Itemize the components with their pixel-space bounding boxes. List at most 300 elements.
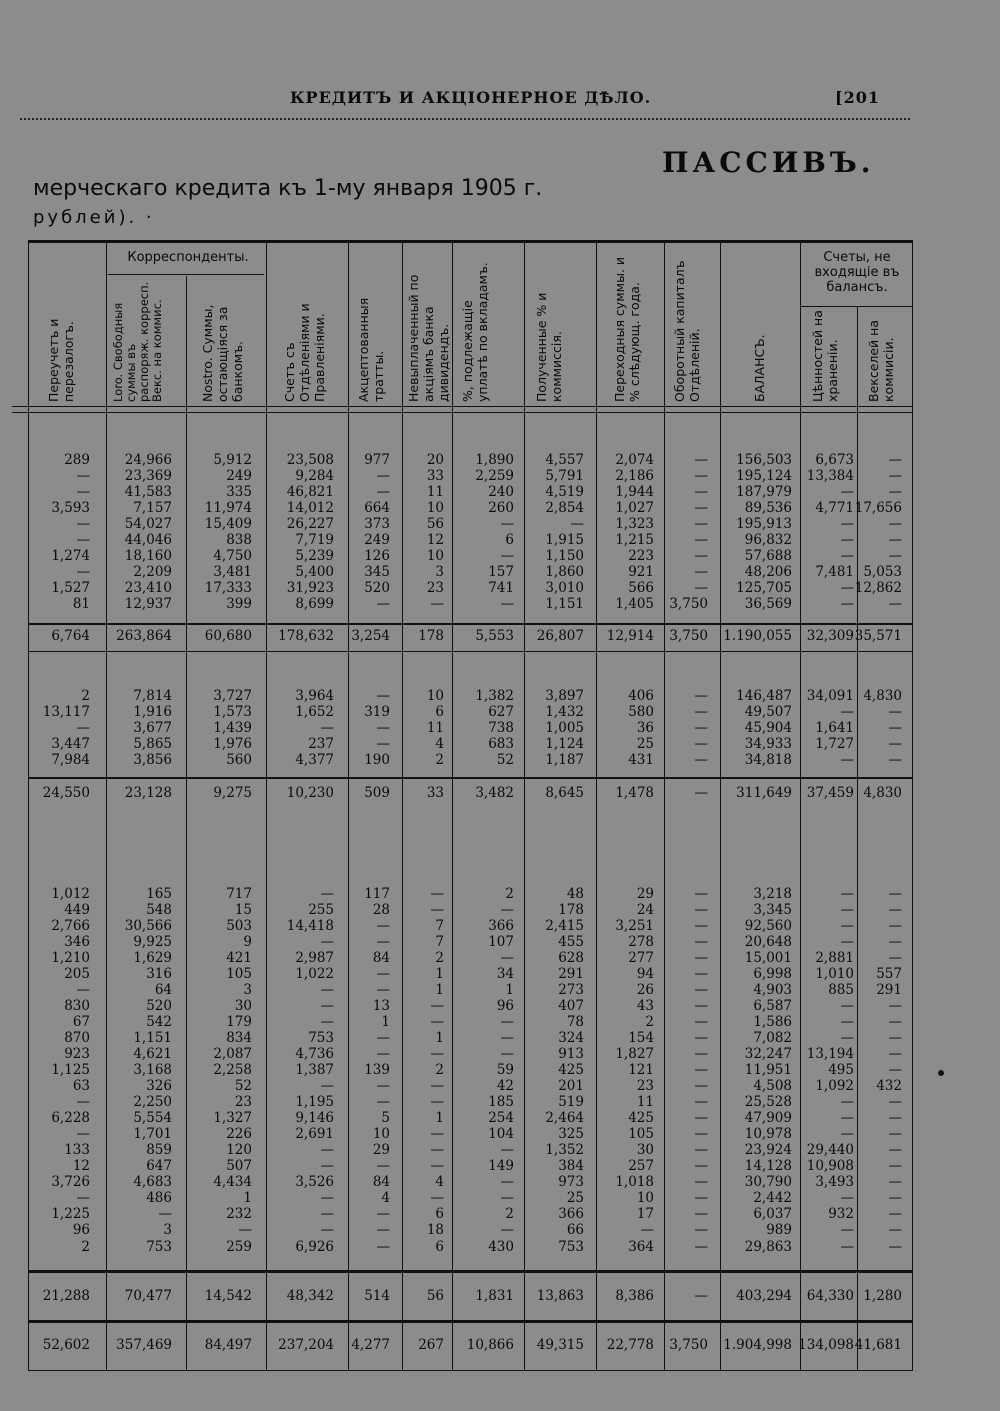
- table-cell: —: [320, 720, 334, 736]
- column-rule: [800, 240, 801, 1371]
- table-cell: 23,924: [744, 1142, 792, 1158]
- table-cell: 277: [628, 950, 654, 966]
- total-rule: [28, 1320, 912, 1323]
- table-cell: 357,469: [116, 1337, 172, 1353]
- table-cell: 319: [364, 704, 390, 720]
- table-cell: 120: [226, 1142, 252, 1158]
- table-cell: 259: [226, 1239, 252, 1255]
- table-cell: —: [158, 1206, 172, 1222]
- table-cell: 4,830: [863, 785, 902, 801]
- table-cell: 7,719: [295, 532, 334, 548]
- table-cell: 1,860: [545, 564, 584, 580]
- table-cell: 2: [81, 1239, 90, 1255]
- table-cell: —: [888, 516, 902, 532]
- table-cell: 67: [72, 1014, 90, 1030]
- table-cell: —: [570, 516, 584, 532]
- table-cell: 406: [628, 688, 654, 704]
- table-cell: —: [238, 1222, 252, 1238]
- table-cell: 195,913: [736, 516, 792, 532]
- table-cell: —: [76, 982, 90, 998]
- subtotal-rule-3: [28, 1270, 912, 1273]
- table-cell: 48: [566, 886, 584, 902]
- table-cell: 1,280: [863, 1288, 902, 1304]
- table-cell: 3,526: [295, 1174, 334, 1190]
- table-cell: 6,673: [815, 452, 854, 468]
- table-cell: 3,750: [669, 596, 708, 612]
- table-cell: —: [694, 580, 708, 596]
- table-cell: 1,944: [615, 484, 654, 500]
- table-cell: 291: [558, 966, 584, 982]
- table-cell: 3,493: [815, 1174, 854, 1190]
- table-cell: 4,277: [351, 1337, 390, 1353]
- table-cell: —: [376, 1206, 390, 1222]
- table-cell: 190: [364, 752, 390, 768]
- table-cell: 3,168: [133, 1062, 172, 1078]
- table-cell: 1,915: [545, 532, 584, 548]
- table-cell: 717: [226, 886, 252, 902]
- table-cell: 7,157: [133, 500, 172, 516]
- table-cell: 366: [558, 1206, 584, 1222]
- column-rule: [524, 240, 525, 1371]
- table-cell: 23,410: [124, 580, 172, 596]
- table-cell: 178: [418, 628, 444, 644]
- table-cell: —: [694, 1078, 708, 1094]
- table-cell: 63: [72, 1078, 90, 1094]
- table-cell: 240: [488, 484, 514, 500]
- table-cell: —: [694, 886, 708, 902]
- table-cell: 421: [226, 950, 252, 966]
- table-cell: 31,923: [286, 580, 334, 596]
- table-cell: —: [694, 918, 708, 934]
- table-cell: 859: [146, 1142, 172, 1158]
- table-cell: 5: [381, 1110, 390, 1126]
- table-cell: 1,701: [133, 1126, 172, 1142]
- table-cell: 263,864: [116, 628, 172, 644]
- table-cell: 205: [64, 966, 90, 982]
- table-cell: 5,053: [863, 564, 902, 580]
- table-cell: —: [888, 1126, 902, 1142]
- table-cell: 255: [308, 902, 334, 918]
- table-cell: —: [694, 484, 708, 500]
- table-cell: 249: [226, 468, 252, 484]
- table-cell: 3: [243, 982, 252, 998]
- table-cell: 33: [426, 785, 444, 801]
- table-cell: 325: [558, 1126, 584, 1142]
- column-header: Nostro. Суммы, остающіяся за банкомъ.: [200, 304, 245, 402]
- table-cell: 34: [496, 966, 514, 982]
- table-cell: 425: [558, 1062, 584, 1078]
- table-cell: 6,998: [753, 966, 792, 982]
- table-cell: 1,274: [51, 548, 90, 564]
- table-cell: —: [430, 998, 444, 1014]
- table-cell: 154: [628, 1030, 654, 1046]
- table-cell: —: [888, 1158, 902, 1174]
- table-cell: 7,481: [815, 564, 854, 580]
- table-cell: 278: [628, 934, 654, 950]
- table-subtitle: мерческаго кредита къ 1-му января 1905 г.: [33, 176, 543, 201]
- column-rule: [452, 240, 453, 1371]
- table-cell: —: [376, 688, 390, 704]
- table-cell: —: [694, 950, 708, 966]
- table-cell: 2,691: [295, 1126, 334, 1142]
- table-cell: 432: [876, 1078, 902, 1094]
- table-cell: 514: [364, 1288, 390, 1304]
- table-cell: 10: [426, 688, 444, 704]
- table-cell: —: [694, 1014, 708, 1030]
- table-cell: 29,863: [744, 1239, 792, 1255]
- table-cell: 48,206: [744, 564, 792, 580]
- table-cell: 4,736: [295, 1046, 334, 1062]
- table-cell: 399: [226, 596, 252, 612]
- table-cell: 664: [364, 500, 390, 516]
- table-cell: 1,125: [51, 1062, 90, 1078]
- table-cell: 1: [435, 982, 444, 998]
- table-cell: 520: [146, 998, 172, 1014]
- table-cell: —: [694, 1142, 708, 1158]
- table-cell: 507: [226, 1158, 252, 1174]
- table-cell: 3,482: [475, 785, 514, 801]
- table-cell: 1,586: [753, 1014, 792, 1030]
- table-cell: 4,519: [545, 484, 584, 500]
- table-cell: 6,764: [51, 628, 90, 644]
- table-cell: 1,092: [815, 1078, 854, 1094]
- table-cell: —: [76, 1126, 90, 1142]
- table-subtitle-units: рублей). ·: [33, 207, 155, 228]
- table-cell: —: [840, 1030, 854, 1046]
- table-cell: 4,434: [213, 1174, 252, 1190]
- table-cell: 133: [64, 1142, 90, 1158]
- table-cell: —: [888, 950, 902, 966]
- table-cell: 126: [364, 548, 390, 564]
- table-cell: 4,508: [753, 1078, 792, 1094]
- table-cell: 753: [308, 1030, 334, 1046]
- table-cell: 7: [435, 918, 444, 934]
- table-cell: 753: [146, 1239, 172, 1255]
- table-cell: —: [840, 902, 854, 918]
- table-cell: —: [76, 468, 90, 484]
- column-rule: [402, 240, 403, 1371]
- header-bottom-rule-2: [12, 412, 912, 413]
- header-rule: [20, 110, 910, 120]
- column-header: Переходныя суммы. и % слѣдующ. года.: [612, 256, 642, 402]
- table-cell: 932: [828, 1206, 854, 1222]
- table-cell: 10: [426, 500, 444, 516]
- table-cell: —: [694, 934, 708, 950]
- table-cell: —: [320, 1078, 334, 1094]
- table-cell: 149: [488, 1158, 514, 1174]
- table-cell: —: [694, 452, 708, 468]
- table-cell: 1,527: [51, 580, 90, 596]
- table-cell: 267: [418, 1337, 444, 1353]
- table-cell: —: [694, 1046, 708, 1062]
- table-cell: 289: [64, 452, 90, 468]
- table-cell: 1,215: [615, 532, 654, 548]
- table-cell: 4,830: [863, 688, 902, 704]
- table-cell: 431: [628, 752, 654, 768]
- table-cell: 33: [426, 468, 444, 484]
- table-cell: —: [694, 966, 708, 982]
- table-cell: 32,247: [744, 1046, 792, 1062]
- table-cell: —: [888, 1030, 902, 1046]
- table-cell: —: [694, 1239, 708, 1255]
- table-cell: 35,571: [854, 628, 902, 644]
- table-cell: —: [500, 902, 514, 918]
- table-cell: 13,117: [42, 704, 90, 720]
- table-cell: 15,001: [744, 950, 792, 966]
- table-cell: 34,818: [744, 752, 792, 768]
- table-cell: 29: [636, 886, 654, 902]
- table-cell: 4: [435, 736, 444, 752]
- table-cell: 6: [435, 1239, 444, 1255]
- table-cell: —: [694, 736, 708, 752]
- table-cell: 6,037: [753, 1206, 792, 1222]
- table-cell: —: [694, 548, 708, 564]
- table-cell: —: [376, 596, 390, 612]
- table-cell: 96: [496, 998, 514, 1014]
- table-cell: —: [376, 982, 390, 998]
- table-cell: 503: [226, 918, 252, 934]
- column-header: Векселей на коммисіи.: [866, 320, 896, 402]
- column-rule: [186, 276, 187, 1371]
- table-cell: 425: [628, 1110, 654, 1126]
- table-cell: 1,439: [213, 720, 252, 736]
- table-cell: —: [840, 532, 854, 548]
- table-cell: 4: [381, 1190, 390, 1206]
- table-cell: 2,442: [753, 1190, 792, 1206]
- table-cell: —: [694, 704, 708, 720]
- table-cell: 3,254: [351, 628, 390, 644]
- table-cell: —: [888, 1014, 902, 1030]
- table-cell: —: [376, 468, 390, 484]
- table-cell: 923: [64, 1046, 90, 1062]
- table-cell: 1: [243, 1190, 252, 1206]
- table-cell: 913: [558, 1046, 584, 1062]
- table-cell: 3,856: [133, 752, 172, 768]
- table-cell: 316: [146, 966, 172, 982]
- table-cell: 4,750: [213, 548, 252, 564]
- table-cell: 105: [226, 966, 252, 982]
- table-cell: 6,228: [51, 1110, 90, 1126]
- table-cell: —: [500, 1046, 514, 1062]
- table-cell: 1,187: [545, 752, 584, 768]
- table-cell: 373: [364, 516, 390, 532]
- table-cell: 23,508: [286, 452, 334, 468]
- table-cell: —: [840, 998, 854, 1014]
- table-cell: 326: [146, 1078, 172, 1094]
- table-cell: 25,528: [744, 1094, 792, 1110]
- table-cell: 7,082: [753, 1030, 792, 1046]
- table-cell: 48,342: [286, 1288, 334, 1304]
- table-cell: 1,387: [295, 1062, 334, 1078]
- table-cell: 838: [226, 532, 252, 548]
- table-cell: 52,602: [42, 1337, 90, 1353]
- table-cell: —: [500, 950, 514, 966]
- table-cell: —: [320, 1206, 334, 1222]
- table-cell: 3,726: [51, 1174, 90, 1190]
- table-cell: —: [840, 934, 854, 950]
- table-cell: 520: [364, 580, 390, 596]
- table-cell: 18,160: [124, 548, 172, 564]
- table-cell: 92,560: [744, 918, 792, 934]
- table-cell: —: [888, 736, 902, 752]
- table-cell: 1,831: [475, 1288, 514, 1304]
- table-cell: 44,046: [124, 532, 172, 548]
- table-cell: 14,418: [286, 918, 334, 934]
- table-cell: 9,925: [133, 934, 172, 950]
- table-cell: 232: [226, 1206, 252, 1222]
- table-cell: 1,976: [213, 736, 252, 752]
- table-cell: —: [76, 564, 90, 580]
- side-title: ПАССИВЪ.: [662, 146, 875, 179]
- table-cell: —: [888, 468, 902, 484]
- table-cell: —: [888, 1110, 902, 1126]
- subtotal-rule-1b: [28, 651, 912, 652]
- table-cell: —: [694, 752, 708, 768]
- table-cell: —: [500, 1190, 514, 1206]
- table-cell: 11,974: [204, 500, 252, 516]
- table-cell: —: [840, 580, 854, 596]
- table-cell: —: [888, 484, 902, 500]
- table-cell: 10: [636, 1190, 654, 1206]
- table-cell: 49,507: [744, 704, 792, 720]
- page-header: [290, 88, 890, 112]
- table-cell: 3,593: [51, 500, 90, 516]
- header-bottom-rule: [12, 406, 912, 407]
- table-cell: 2: [645, 1014, 654, 1030]
- table-cell: 54,027: [124, 516, 172, 532]
- table-cell: 134,098: [798, 1337, 854, 1353]
- table-cell: 64,330: [806, 1288, 854, 1304]
- table-cell: 30,566: [124, 918, 172, 934]
- table-cell: —: [500, 548, 514, 564]
- table-cell: 1: [381, 1014, 390, 1030]
- table-cell: 89,536: [744, 500, 792, 516]
- table-cell: —: [888, 548, 902, 564]
- table-cell: —: [888, 1222, 902, 1238]
- table-cell: 3,218: [753, 886, 792, 902]
- table-cell: 3,897: [545, 688, 584, 704]
- column-header: Переучетъ и перезалогъ.: [46, 318, 76, 402]
- table-cell: 52: [234, 1078, 252, 1094]
- table-cell: 17,333: [204, 580, 252, 596]
- table-cell: —: [320, 1222, 334, 1238]
- table-cell: 10: [426, 548, 444, 564]
- table-cell: 1.190,055: [723, 628, 792, 644]
- table-cell: 24: [636, 902, 654, 918]
- table-cell: 257: [628, 1158, 654, 1174]
- table-cell: 1: [505, 982, 514, 998]
- table-cell: 560: [226, 752, 252, 768]
- table-cell: 47,909: [744, 1110, 792, 1126]
- table-cell: —: [430, 886, 444, 902]
- table-cell: —: [376, 1030, 390, 1046]
- page-number: [201: [835, 88, 880, 107]
- column-header: Полученные % и коммиссія.: [534, 292, 564, 402]
- table-cell: 430: [488, 1239, 514, 1255]
- table-cell: 22,778: [606, 1337, 654, 1353]
- table-cell: 237,204: [278, 1337, 334, 1353]
- table-cell: 2,464: [545, 1110, 584, 1126]
- table-cell: 23: [426, 580, 444, 596]
- table-cell: 29,440: [806, 1142, 854, 1158]
- table-cell: —: [840, 918, 854, 934]
- table-cell: 407: [558, 998, 584, 1014]
- table-cell: —: [840, 596, 854, 612]
- table-cell: 1,022: [295, 966, 334, 982]
- table-cell: —: [888, 1239, 902, 1255]
- table-cell: —: [888, 1046, 902, 1062]
- table-cell: —: [694, 1062, 708, 1078]
- table-cell: —: [840, 516, 854, 532]
- table-cell: —: [320, 1014, 334, 1030]
- table-cell: 1,573: [213, 704, 252, 720]
- table-cell: 1,010: [815, 966, 854, 982]
- table-cell: —: [430, 1014, 444, 1030]
- table-cell: 6: [435, 704, 444, 720]
- table-cell: 84: [372, 950, 390, 966]
- table-cell: 59: [496, 1062, 514, 1078]
- table-cell: —: [430, 1126, 444, 1142]
- group-offbalance: Счеты, не входящіе въ балансъ.: [814, 250, 900, 295]
- table-cell: 49,315: [536, 1337, 584, 1353]
- column-header: Невыплаченный по акціямъ банка дивидендъ.: [406, 274, 451, 402]
- table-cell: 2: [435, 1062, 444, 1078]
- table-cell: 20: [426, 452, 444, 468]
- table-cell: —: [694, 564, 708, 580]
- table-cell: 2: [505, 886, 514, 902]
- table-cell: 30: [234, 998, 252, 1014]
- table-cell: 2,258: [213, 1062, 252, 1078]
- table-cell: —: [888, 452, 902, 468]
- table-cell: 28: [372, 902, 390, 918]
- table-cell: —: [430, 902, 444, 918]
- table-cell: 41,681: [854, 1337, 902, 1353]
- table-cell: 449: [64, 902, 90, 918]
- table-cell: 2,766: [51, 918, 90, 934]
- table-cell: 627: [488, 704, 514, 720]
- table-cell: 1.904,998: [723, 1337, 792, 1353]
- table-cell: —: [320, 1158, 334, 1174]
- table-cell: 3,750: [669, 1337, 708, 1353]
- table-cell: —: [320, 1190, 334, 1206]
- column-rule: [720, 240, 721, 1371]
- table-cell: 1,629: [133, 950, 172, 966]
- table-cell: 41,583: [124, 484, 172, 500]
- table-cell: 495: [828, 1062, 854, 1078]
- table-cell: 13,194: [806, 1046, 854, 1062]
- table-cell: 6: [505, 532, 514, 548]
- table-cell: —: [840, 1094, 854, 1110]
- table-cell: —: [888, 902, 902, 918]
- table-cell: 977: [364, 452, 390, 468]
- table-cell: —: [430, 596, 444, 612]
- table-cell: 121: [628, 1062, 654, 1078]
- table-cell: —: [500, 1222, 514, 1238]
- table-cell: 2,881: [815, 950, 854, 966]
- table-cell: —: [430, 1046, 444, 1062]
- table-cell: 1,641: [815, 720, 854, 736]
- table-cell: 1,827: [615, 1046, 654, 1062]
- table-cell: 1,652: [295, 704, 334, 720]
- table-cell: 30: [636, 1142, 654, 1158]
- table-cell: 989: [766, 1222, 792, 1238]
- table-cell: —: [376, 484, 390, 500]
- table-cell: 2,186: [615, 468, 654, 484]
- table-cell: —: [76, 484, 90, 500]
- table-cell: 4,903: [753, 982, 792, 998]
- table-cell: 226: [226, 1126, 252, 1142]
- table-cell: —: [694, 468, 708, 484]
